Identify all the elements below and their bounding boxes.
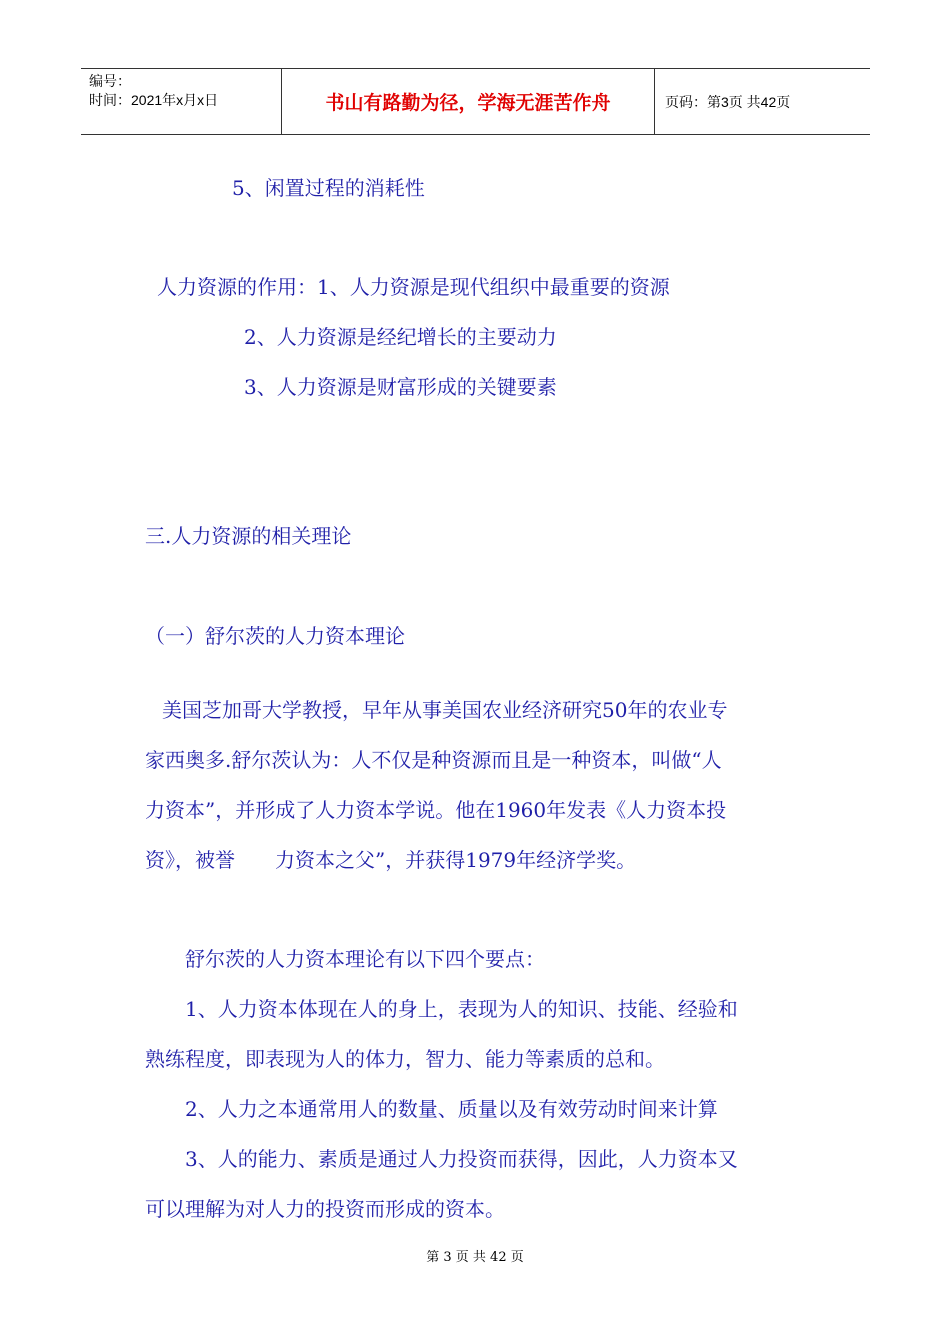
- para1-line-2: 家西奥多.舒尔茨认为：人不仅是种资源而且是一种资本，叫做“人: [145, 748, 722, 772]
- header-meta: [81, 69, 282, 134]
- role-line-2: 2、人力资源是经纪增长的主要动力: [244, 325, 557, 349]
- para1-line-3: 力资本”，并形成了人力资本学说。他在1960年发表《人力资本投: [145, 798, 727, 822]
- para1-line-1: 美国芝加哥大学教授，早年从事美国农业经济研究50年的农业专: [162, 698, 728, 722]
- point2: 2、人力之本通常用人的数量、质量以及有效劳动时间来计算: [185, 1097, 718, 1121]
- page-footer: 第 3 页 共 42 页: [426, 1250, 524, 1265]
- page-header: [81, 68, 870, 135]
- item-5: 5、闲置过程的消耗性: [232, 176, 425, 200]
- para1-line-4: 资》，被誉 力资本之父”，并获得1979年经济学奖。: [145, 848, 637, 872]
- header-page-info: 页码：第3页 共42页: [665, 93, 791, 110]
- subsection-1-heading: （一）舒尔茨的人力资本理论: [145, 624, 405, 648]
- point1-line-2: 熟练程度，即表现为人的体力，智力、能力等素质的总和。: [145, 1047, 665, 1071]
- role-line-3: 3、人力资源是财富形成的关键要素: [244, 375, 557, 399]
- points-intro: 舒尔茨的人力资本理论有以下四个要点：: [185, 947, 545, 971]
- point3-line-1: 3、人的能力、素质是通过人力投资而获得，因此，人力资本又: [185, 1147, 738, 1171]
- point3-line-2: 可以理解为对人力的投资而形成的资本。: [145, 1197, 505, 1221]
- number-label: 编号：: [89, 73, 131, 89]
- header-motto: 书山有路勤为径，学海无涯苦作舟: [282, 69, 655, 134]
- section-3-heading: 三.人力资源的相关理论: [145, 524, 352, 548]
- point1-line-1: 1、人力资本体现在人的身上，表现为人的知识、技能、经验和: [185, 997, 738, 1021]
- time-label: 时间：2021年x月x日: [89, 92, 219, 108]
- role-line-1: 人力资源的作用：1、人力资源是现代组织中最重要的资源: [157, 275, 670, 299]
